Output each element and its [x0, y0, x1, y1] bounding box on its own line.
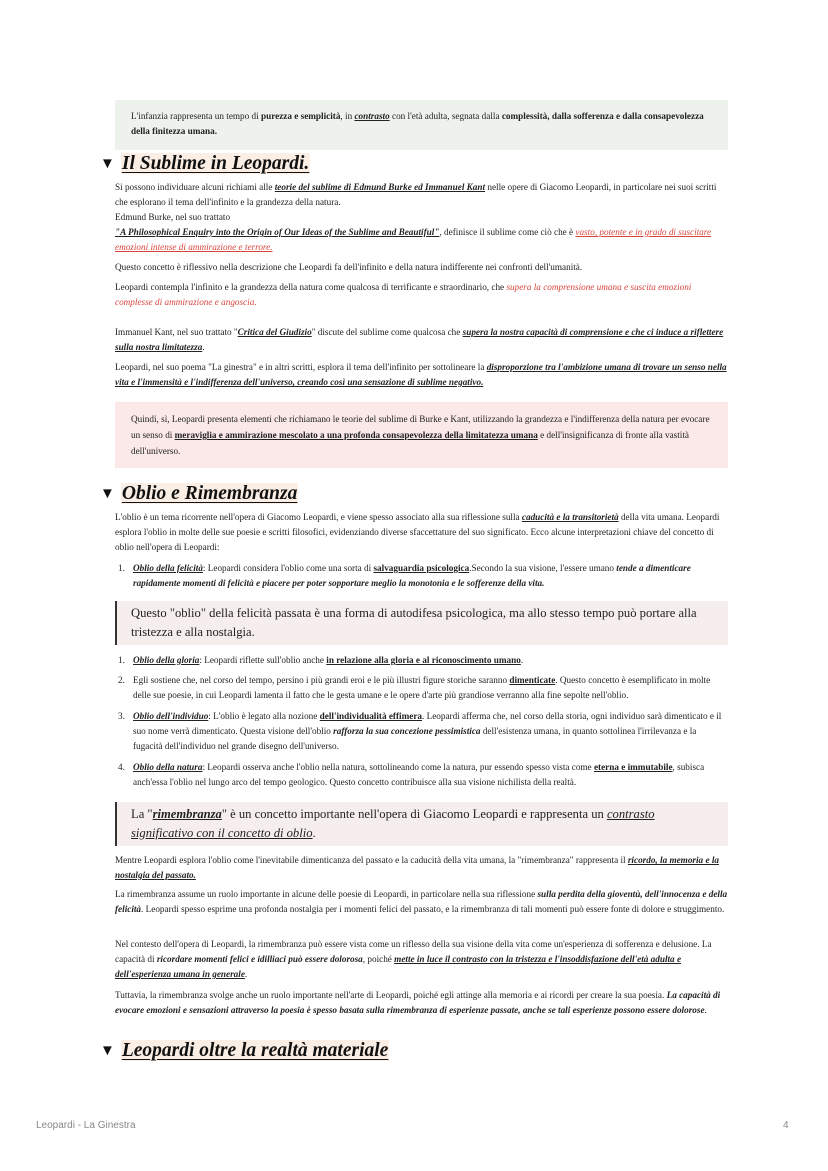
callout-bold: complessità, dalla sofferenza e dalla consapevolezza della finitezza umana.	[131, 111, 704, 136]
paragraph: Nel contesto dell'opera di Leopardi, la rimembranza può essere vista come un riflesso della sua visione della vita come un'esperienza di sofferenza e delusione. La capacità di ricordare momenti felici e idilliaci può essere dolorosa, poiché mette in luce il contrasto con la tristezza e l'insoddisfazione dell'età adulta e dell'esperienza umana in generale.	[115, 939, 712, 979]
quote-block: Questo "oblio" della felicità passata è una forma di autodifesa psicologica, ma allo stesso tempo può portare alla tristezza e alla nostalgia.	[115, 601, 728, 645]
callout-text: , in	[340, 111, 355, 121]
toggle-triangle-icon[interactable]: ▼	[100, 486, 115, 502]
callout-text: con l'età adulta, segnata dalla	[389, 111, 502, 121]
section-title: Il Sublime in Leopardi.	[121, 153, 310, 174]
section-title: Oblio e Rimembranza	[121, 483, 298, 504]
callout-bold: purezza e semplicità	[260, 111, 341, 121]
list-item: 4. Oblio della natura: Leopardi osserva anche l'oblio nella natura, sottolineando come la natura, pur essendo spesso vista come eterna e immutabile, subisca anch'essa l'oblio nel lungo arco del tempo geologico. Questo concetto contribuisce alla sua visione nichilista della realtà.	[118, 762, 705, 787]
paragraph: Mentre Leopardi esplora l'oblio come l'inevitabile dimenticanza del passato e la caducità della vita umana, la "rimembranza" rappresenta il ricordo, la memoria e la nostalgia del passato.	[115, 855, 719, 880]
callout-text: L'infanzia rappresenta un tempo di	[131, 111, 261, 121]
infanzia-callout	[115, 100, 728, 150]
paragraph: Leopardi, nel suo poema "La ginestra" e in altri scritti, esplora il tema dell'infinito per sottolineare la disproporzione tra l'ambizione umana di trovare un senso nella vita e l'immensità e l'indifferenza dell'universo, creando così una sensazione di sublime negativo.	[115, 362, 727, 387]
oltre-toggle-heading[interactable]	[100, 1038, 389, 1064]
list-item: 2. Egli sostiene che, nel corso del tempo, persino i più grandi eroi e le più illustri figure storiche saranno dimenticate. Questo concetto è esemplificato in molte delle sue poesie, in cui Leopardi lamenta il fatto che le gesta umane e le opere d'arte più grandiose verranno alla fine sepolte nell'oblio.	[118, 675, 711, 700]
paragraph: La rimembranza assume un ruolo importante in alcune delle poesie di Leopardi, in particolare nella sua riflessione sulla perdita della gioventù, dell'innocenza e della felicità. Leopardi spesso esprime una profonda nostalgia per i momenti felici del passato, e la rimembranza di tali momenti può essere fonte di dolore e struggimento.	[115, 889, 728, 914]
sublime-callout: Quindi, sì, Leopardi presenta elementi che richiamano le teorie del sublime di Burke e Kant, utilizzando la grandezza e l'indifferenza della natura per evocare un senso di meraviglia e ammirazione mescolato a una profonda consapevolezza della limitatezza umana e dell'insignificanza di fronte alla vastità dell'universo.	[115, 402, 728, 468]
callout-emphasis: contrasto	[354, 111, 390, 121]
paragraph: Edmund Burke, nel suo trattato	[115, 212, 231, 222]
section-title: Leopardi oltre la realtà materiale	[121, 1040, 389, 1061]
footer-document-title: Leopardi - La Ginestra	[36, 1120, 136, 1131]
list-item: 3. Oblio dell'individuo: L'oblio è legato alla nozione dell'individualità effimera. Leopardi afferma che, nel corso della storia, ogni individuo sarà dimenticato e il suo nome verrà dimenticato. Questa visione dell'oblio rafforza la sua concezione pessimistica dell'esistenza umana, in quanto sottolinea l'irrilevanza e la fugacità dell'individuo nel grande disegno dell'universo.	[118, 711, 722, 751]
list-item: 1. Oblio della gloria: Leopardi riflette sull'oblio anche in relazione alla gloria e al riconoscimento umano.	[118, 655, 524, 665]
paragraph: L'oblio è un tema ricorrente nell'opera di Giacomo Leopardi, e viene spesso associato alla sua riflessione sulla caducità e la transitorietà della vita umana. Leopardi esplora l'oblio in molte delle sue poesie e scritti filosofici, evidenziando diverse sfaccettature del suo significato. Ecco alcune interpretazioni chiave del concetto di oblio nell'opera di Leopardi:	[115, 512, 720, 552]
list-item: 1. Oblio della felicità: Leopardi considera l'oblio come una sorta di salvaguardia psicologica.Secondo la sua visione, l'essere umano tende a dimenticare rapidamente momenti di felicità e piacere per poter sopportare meglio la monotonia e le sofferenze della vita.	[118, 563, 691, 588]
quote-block: La "rimembranza" è un concetto importante nell'opera di Giacomo Leopardi e rappresenta un contrasto significativo con il concetto di oblio.	[115, 802, 728, 846]
oblio-toggle-heading[interactable]	[100, 481, 298, 507]
paragraph: Tuttavia, la rimembranza svolge anche un ruolo importante nell'arte di Leopardi, poiché egli attinge alla memoria e ai ricordi per creare la sua poesia. La capacità di evocare emozioni e sensazioni attraverso la poesia è spesso basata sulla rimembranza di esperienze passate, anche se tali esperienze possono essere dolorose.	[115, 990, 721, 1015]
footer-page-number: 4	[783, 1120, 789, 1131]
toggle-triangle-icon[interactable]: ▼	[100, 156, 115, 172]
toggle-triangle-icon[interactable]: ▼	[100, 1043, 115, 1059]
paragraph: Leopardi contempla l'infinito e la grandezza della natura come qualcosa di terrificante e straordinario, che supera la comprensione umana e suscita emozioni complesse di ammirazione e angoscia.	[115, 282, 692, 307]
paragraph: Si possono individuare alcuni richiami alle teorie del sublime di Edmund Burke ed Immanuel Kant nelle opere di Giacomo Leopardi, in particolare nei suoi scritti che esplorano il tema dell'infinito e la grandezza della natura.	[115, 182, 717, 207]
paragraph: "A Philosophical Enquiry into the Origin of Our Ideas of the Sublime and Beautiful", definisce il sublime come ciò che è vasto, potente e in grado di suscitare emozioni intense di ammirazione e terrore.	[115, 227, 712, 252]
sublime-toggle-heading[interactable]	[100, 151, 310, 177]
paragraph: Questo concetto è riflessivo nella descrizione che Leopardi fa dell'infinito e della natura indifferente nei confronti dell'umanità.	[115, 262, 583, 272]
paragraph: Immanuel Kant, nel suo trattato "Critica del Giudizio" discute del sublime come qualcosa che supera la nostra capacità di comprensione e che ci induce a riflettere sulla nostra limitatezza.	[115, 327, 724, 352]
